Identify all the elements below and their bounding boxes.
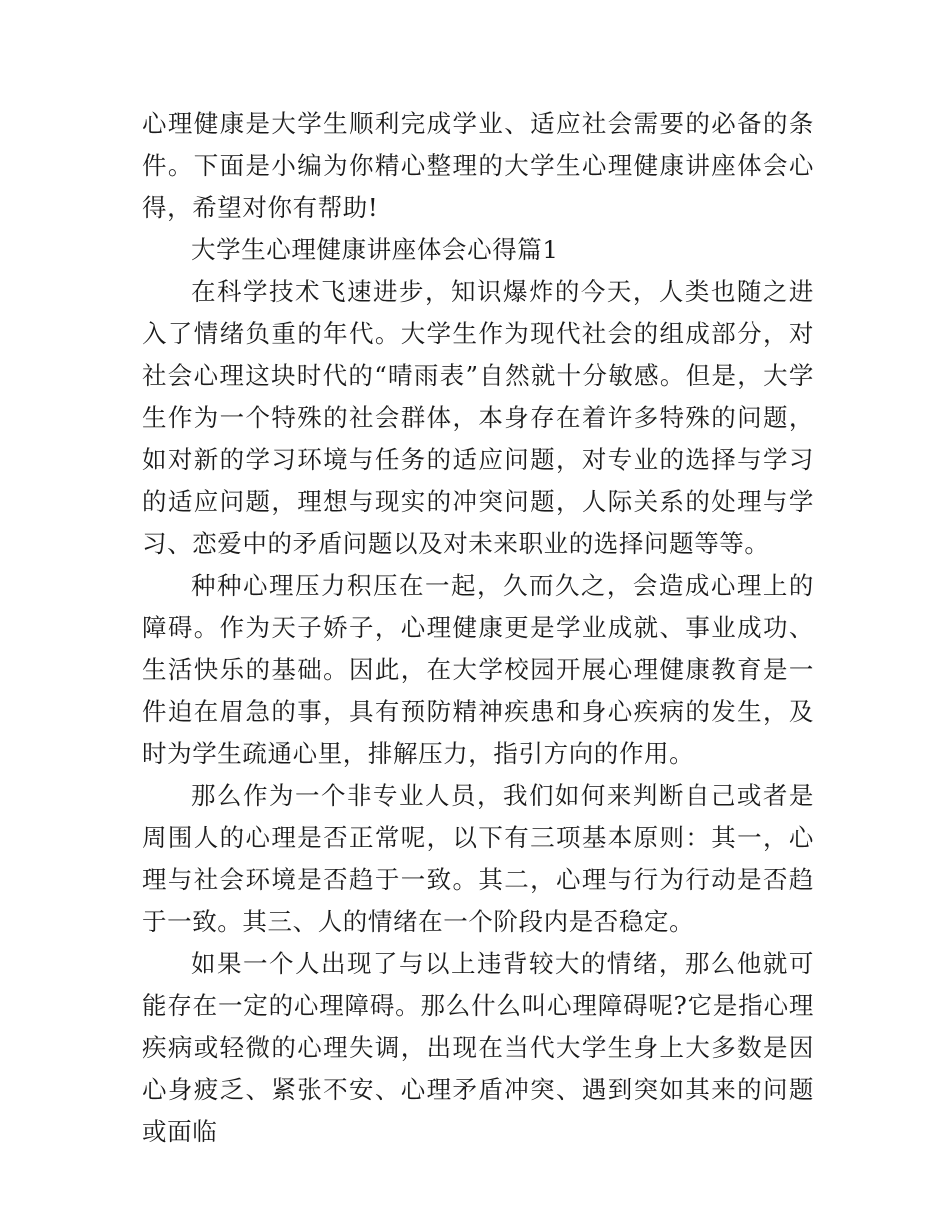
body-paragraph-3: 那么作为一个非专业人员，我们如何来判断自己或者是周围人的心理是否正常呢，以下有三项基本原则：其一，心理与社会环境是否趋于一致。其二，心理与行为行动是否趋于一致。其三、人的情绪在一个阶段内是否稳定。 <box>142 781 814 936</box>
body-paragraph-1: 在科学技术飞速进步，知识爆炸的今天，人类也随之进入了情绪负重的年代。大学生作为现代社会的组成部分，对社会心理这块时代的“晴雨表”自然就十分敏感。但是，大学生作为一个特殊的社会群体，本身存在着许多特殊的问题，如对新的学习环境与任务的适应问题，对专业的选择与学习的适应问题，理想与现实的冲突问题，人际关系的处理与学习、恋爱中的矛盾问题以及对未来职业的选择问题等等。 <box>142 277 814 558</box>
body-paragraph-4: 如果一个人出现了与以上违背较大的情绪，那么他就可能存在一定的心理障碍。那么什么叫心理障碍呢?它是指心理疾病或轻微的心理失调，出现在当代大学生身上大多数是因心身疲乏、紧张不安、心理矛盾冲突、遇到突如其来的问题或面临 <box>142 949 814 1146</box>
body-paragraph-2: 种种心理压力积压在一起，久而久之，会造成心理上的障碍。作为天子娇子，心理健康更是学业成就、事业成功、生活快乐的基础。因此，在大学校园开展心理健康教育是一件迫在眉急的事，具有预防精神疾患和身心疾病的发生，及时为学生疏通心里，排解压力，指引方向的作用。 <box>142 571 814 768</box>
section-title: 大学生心理健康讲座体会心得篇1 <box>191 235 559 264</box>
document-body <box>142 103 814 1153</box>
intro-paragraph: 心理健康是大学生顺利完成学业、适应社会需要的必备的条件。下面是小编为你精心整理的大学生心理健康讲座体会心得，希望对你有帮助! <box>142 109 814 222</box>
